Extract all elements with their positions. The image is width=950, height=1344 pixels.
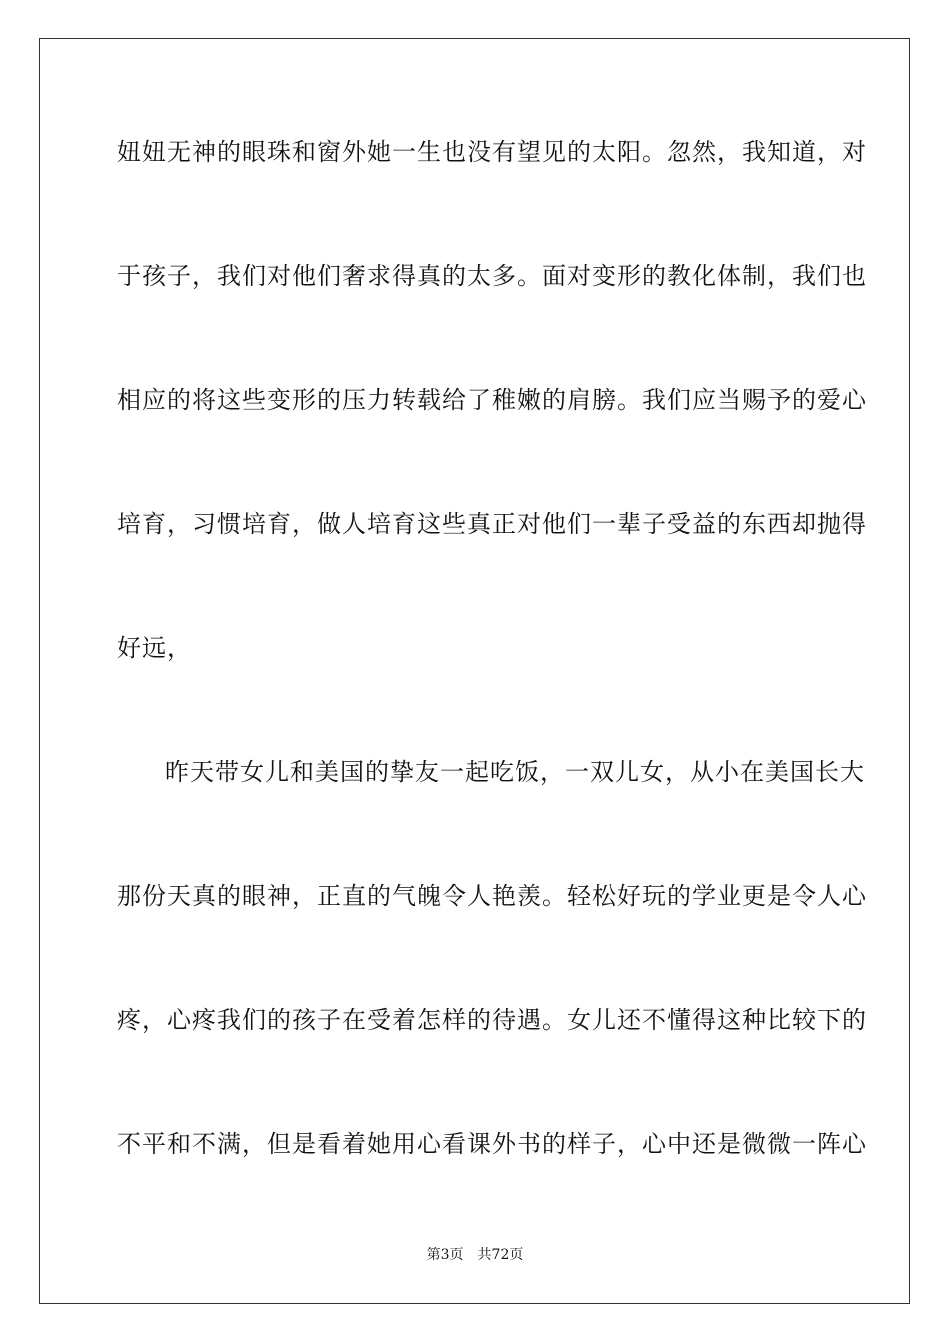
page-total: 共72页 xyxy=(477,1247,524,1263)
text-line-1: 妞妞无神的眼珠和窗外她一生也没有望见的太阳。忽然，我知道，对 xyxy=(117,138,867,166)
text-line-7: 那份天真的眼神，正直的气魄令人艳羡。轻松好玩的学业更是令人心 xyxy=(117,882,867,910)
paragraph-start-line: 昨天带女儿和美国的挚友一起吃饭，一双儿女，从小在美国长大 xyxy=(165,758,865,786)
text-line-2: 于孩子，我们对他们奢求得真的太多。面对变形的教化体制，我们也 xyxy=(117,262,867,290)
page-footer xyxy=(0,1246,950,1264)
page-border xyxy=(39,38,910,1304)
text-line-4: 培育，习惯培育，做人培育这些真正对他们一辈子受益的东西却抛得 xyxy=(117,510,867,538)
text-line-9: 不平和不满，但是看着她用心看课外书的样子，心中还是微微一阵心 xyxy=(117,1130,867,1158)
page-number: 第3页 xyxy=(426,1247,464,1263)
text-line-5: 好远， xyxy=(117,634,192,662)
text-line-3: 相应的将这些变形的压力转载给了稚嫩的肩膀。我们应当赐予的爱心 xyxy=(117,386,867,414)
text-line-8: 疼，心疼我们的孩子在受着怎样的待遇。女儿还不懂得这种比较下的 xyxy=(117,1006,867,1034)
